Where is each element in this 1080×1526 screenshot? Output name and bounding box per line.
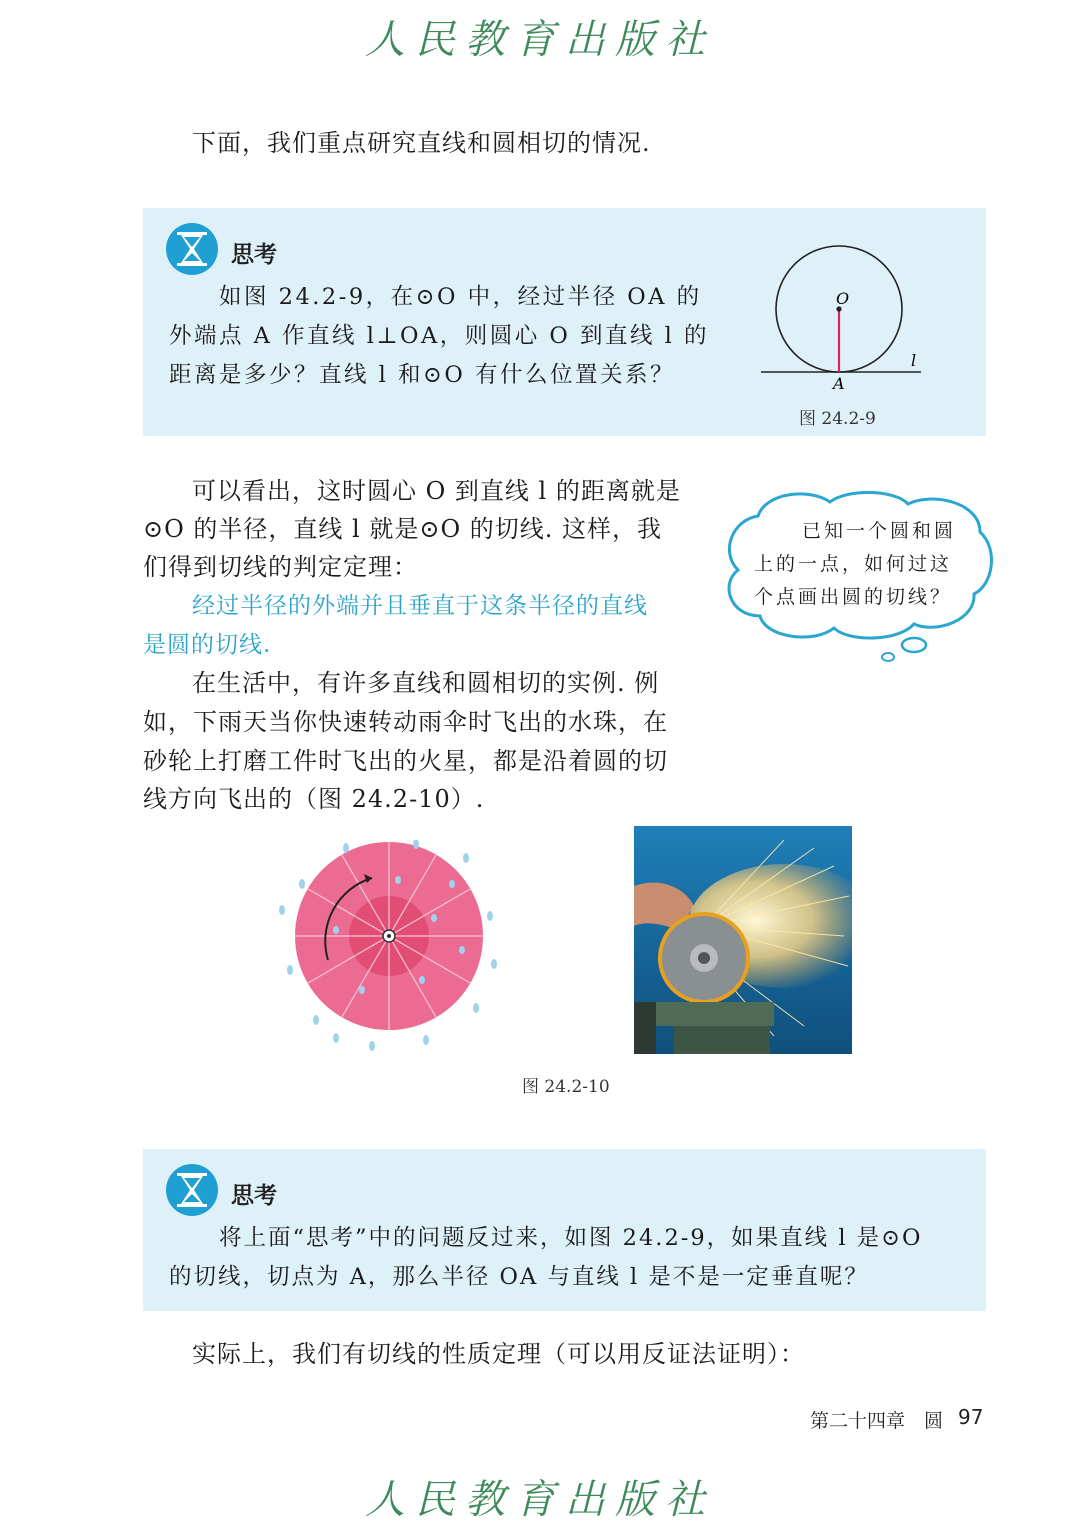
think2-line2: 的切线，切点为 A，那么半径 OA 与直线 l 是不是一定垂直呢？	[169, 1264, 869, 1290]
body-line3: 们得到切线的判定定理：	[143, 553, 418, 581]
think1-line3: 距离是多少？直线 l 和⊙O 有什么位置关系？	[169, 362, 675, 388]
label-l: l	[911, 351, 917, 370]
intro-text: 下面，我们重点研究直线和圆相切的情况.	[192, 129, 651, 157]
think-label-1: 思考	[231, 242, 277, 268]
theorem-line1: 经过半径的外端并且垂直于这条半径的直线	[192, 593, 648, 619]
theorem-line2: 是圆的切线.	[143, 632, 272, 658]
think-box-1	[143, 208, 986, 436]
body-line5: 如，下雨天当你快速转动雨伞时飞出的水珠，在	[143, 708, 668, 736]
figure1-caption: 图 24.2-9	[799, 409, 876, 429]
figure2-caption: 图 24.2-10	[522, 1077, 610, 1097]
thought-bubble	[718, 488, 998, 664]
publisher-watermark-bottom: 人民教育出版社	[365, 1477, 715, 1523]
closing-text: 实际上，我们有切线的性质定理（可以用反证法证明）：	[192, 1340, 805, 1368]
grinding-wheel-photo	[634, 826, 852, 1054]
body-line4: 在生活中，有许多直线和圆相切的实例. 例	[192, 669, 660, 697]
think1-line1: 如图 24.2-9，在⊙O 中，经过半径 OA 的	[219, 284, 702, 310]
bubble-line2: 上的一点，如何过这	[754, 553, 953, 575]
umbrella-illustration	[276, 840, 504, 1052]
label-a: A	[833, 374, 845, 393]
think-box-2	[143, 1149, 986, 1311]
think2-line1: 将上面“思考”中的问题反过来，如图 24.2-9，如果直线 l 是⊙O	[219, 1225, 923, 1251]
body-line7: 线方向飞出的（图 24.2-10）.	[143, 785, 485, 813]
think1-line2: 外端点 A 作直线 l⊥OA，则圆心 O 到直线 l 的	[169, 323, 710, 349]
label-o: O	[836, 289, 850, 308]
tangent-diagram	[753, 238, 933, 400]
chapter-footer: 第二十四章 圆	[810, 1410, 944, 1432]
body-line6: 砂轮上打磨工件时飞出的火星，都是沿着圆的切	[143, 747, 668, 775]
body-line1: 可以看出，这时圆心 O 到直线 l 的距离就是	[192, 477, 681, 505]
bubble-line3: 个点画出圆的切线？	[754, 586, 953, 608]
hourglass-icon	[165, 222, 219, 276]
bubble-line1: 已知一个圆和圆	[802, 520, 957, 542]
think-label-2: 思考	[231, 1183, 277, 1209]
body-line2: ⊙O 的半径，直线 l 就是⊙O 的切线. 这样，我	[143, 515, 663, 543]
publisher-watermark-top: 人民教育出版社	[365, 17, 715, 63]
hourglass-icon	[165, 1163, 219, 1217]
page-number: 97	[958, 1405, 984, 1429]
